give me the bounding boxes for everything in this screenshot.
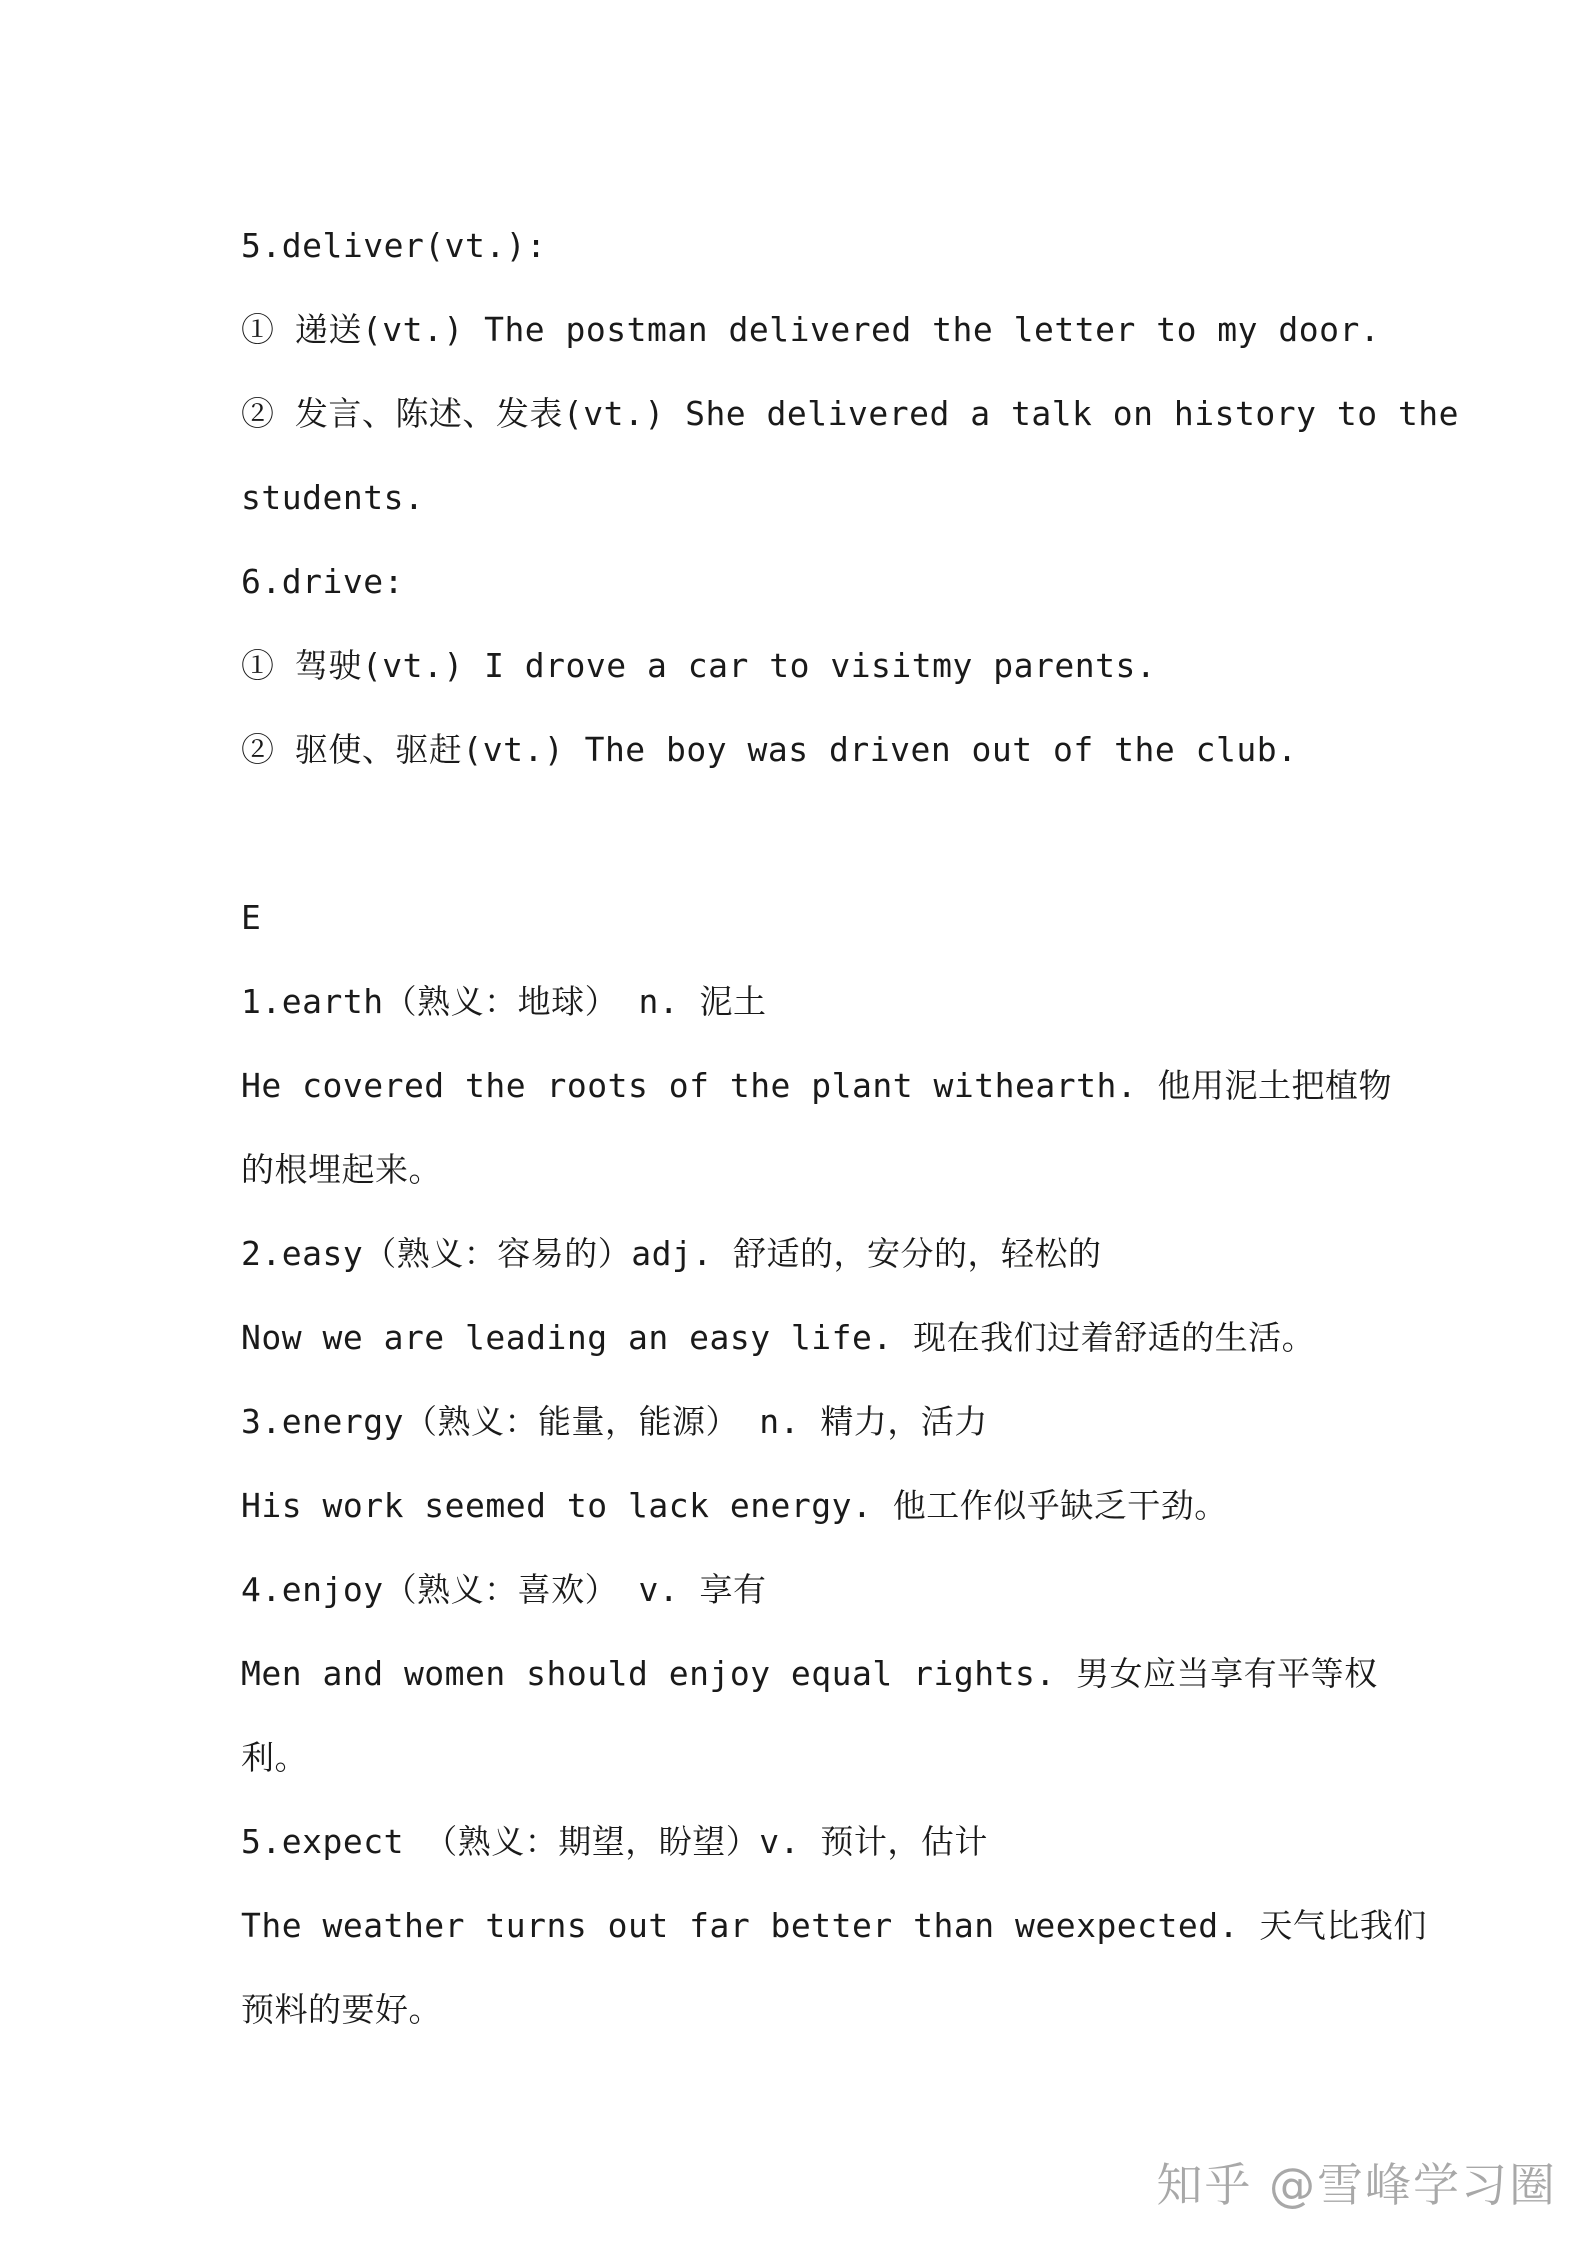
entry-energy-heading: 3.energy（熟义：能量，能源） n. 精力，活力: [241, 1402, 988, 1441]
entry-drive-sense-2: ② 驱使、驱赶(vt.) The boy was driven out of the club.: [241, 730, 1298, 769]
entry-easy-example: Now we are leading an easy life. 现在我们过着舒适的生活。: [241, 1318, 1316, 1357]
blank-line: [241, 792, 1361, 876]
entry-earth-heading: 1.earth（熟义：地球） n. 泥土: [241, 982, 767, 1021]
entry-enjoy-example: Men and women should enjoy equal rights. 男女应当享有平等权: [241, 1654, 1378, 1693]
entry-earth-example-cont: 的根埋起来。: [241, 1150, 442, 1189]
entry-deliver-heading: 5.deliver(vt.):: [241, 226, 547, 265]
entry-expect-example: The weather turns out far better than weexpected. 天气比我们: [241, 1906, 1427, 1945]
entry-enjoy-heading: 4.enjoy（熟义：喜欢） v. 享有: [241, 1570, 767, 1609]
zhihu-watermark: 知乎 @雪峰学习圈: [1156, 2158, 1557, 2212]
entry-earth-example: He covered the roots of the plant withearth. 他用泥土把植物: [241, 1066, 1393, 1105]
entry-easy-heading: 2.easy（熟义：容易的）adj. 舒适的，安分的，轻松的: [241, 1234, 1102, 1273]
entry-expect-example-cont: 预料的要好。: [241, 1990, 442, 2029]
entry-expect-heading: 5.expect （熟义：期望，盼望）v. 预计，估计: [241, 1822, 988, 1861]
entry-deliver-sense-2-cont: students.: [241, 478, 425, 517]
entry-enjoy-example-cont: 利。: [241, 1738, 308, 1777]
entry-drive-heading: 6.drive:: [241, 562, 404, 601]
entry-energy-example: His work seemed to lack energy. 他工作似乎缺乏干劲。: [241, 1486, 1228, 1525]
entry-deliver-sense-2: ② 发言、陈述、发表(vt.) She delivered a talk on history to the: [241, 394, 1460, 433]
section-letter-e: E: [241, 898, 262, 937]
entry-deliver-sense-1: ① 递送(vt.) The postman delivered the letter to my door.: [241, 310, 1381, 349]
entry-drive-sense-1: ① 驾驶(vt.) I drove a car to visitmy parents.: [241, 646, 1157, 685]
document-body: [241, 204, 1460, 2052]
